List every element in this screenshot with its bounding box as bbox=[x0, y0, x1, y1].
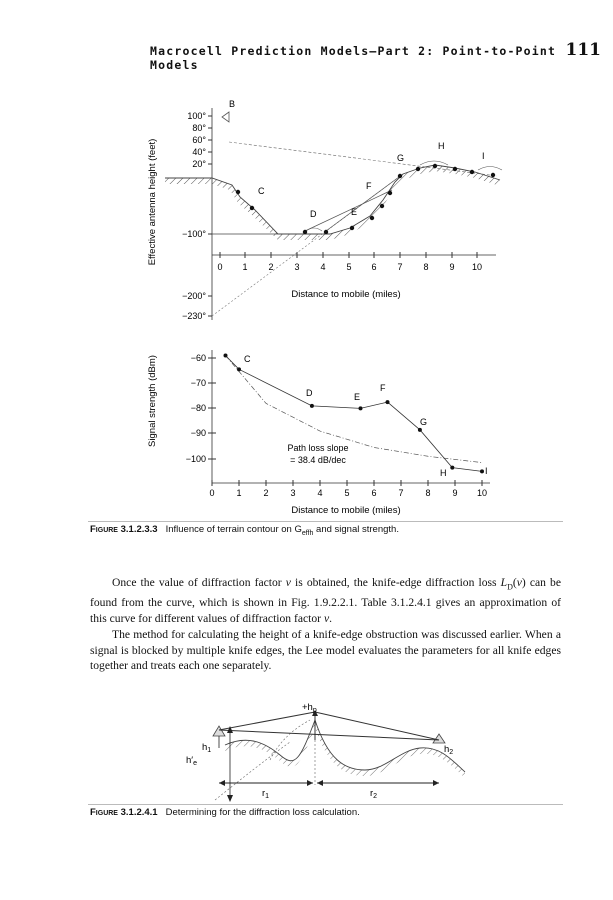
figure2-caption bbox=[90, 807, 360, 818]
path-loss-annotation-line1: Path loss slope bbox=[287, 443, 349, 453]
signal-ytick-neg100: −100 bbox=[185, 454, 206, 464]
signal-x-axis-label: Distance to mobile (miles) bbox=[291, 505, 401, 516]
signal-xtick-1: 1 bbox=[236, 488, 242, 498]
terrain-xtick-7: 7 bbox=[397, 262, 403, 272]
signal-xtick-2: 2 bbox=[263, 488, 269, 498]
terrain-label-D: D bbox=[310, 209, 317, 219]
signal-ytick-neg60: −60 bbox=[190, 353, 206, 363]
terrain-point-C1 bbox=[236, 190, 240, 194]
signal-point-C bbox=[237, 367, 241, 371]
base-station-triangle-icon bbox=[222, 112, 229, 122]
terrain-ytick-100: 100° bbox=[187, 111, 206, 121]
figure-diffraction-geometry bbox=[0, 690, 613, 810]
path-loss-annotation-line2: = 38.4 dB/dec bbox=[290, 455, 346, 465]
terrain-xtick-6: 6 bbox=[371, 262, 377, 272]
p1-var-Lsub: D bbox=[507, 582, 513, 592]
terrain-point-E1 bbox=[350, 226, 354, 230]
terrain-label-G: G bbox=[397, 153, 405, 163]
terrain-label-B: B bbox=[229, 99, 236, 109]
figure2-caption-label: Figure 3.1.2.4.1 bbox=[90, 807, 158, 818]
signal-xtick-8: 8 bbox=[425, 488, 431, 498]
signal-point-F bbox=[386, 400, 390, 404]
paragraph-2: The method for calculating the height of a knife-edge obstruction was discussed earlier. When a signal is blocked by multiple knife edges, the Lee model evaluates the parameters for all knife edges together and treats each one separately. bbox=[90, 627, 561, 673]
signal-point-I bbox=[480, 469, 484, 473]
signal-label-F: F bbox=[380, 383, 386, 393]
r2-arrow-head-left-icon bbox=[317, 780, 323, 786]
antenna-bump-D bbox=[306, 228, 322, 231]
diffraction-dashed-ground bbox=[215, 742, 290, 800]
terrain-x-axis-label: Distance to mobile (miles) bbox=[291, 289, 401, 300]
terrain-ytick-neg230: −230° bbox=[182, 311, 206, 321]
terrain-point-E3 bbox=[380, 204, 384, 208]
signal-point-start bbox=[224, 353, 228, 357]
receiver-triangle-icon bbox=[433, 734, 445, 743]
p1-seg-d: ) can be found from the curve, which is shown in Fig. 1.9.2.2.1. Table 3.1.2.4.1 gives an approximation of this curve for different values of diffraction factor bbox=[90, 576, 561, 625]
terrain-xtick-4: 4 bbox=[320, 262, 326, 272]
label-h2: $h_2$ bbox=[444, 744, 454, 756]
signal-ytick-neg80: −80 bbox=[190, 403, 206, 413]
r1-arrow-head-left-icon bbox=[219, 780, 225, 786]
signal-label-I: I bbox=[485, 466, 488, 476]
path-loss-slope-curve bbox=[226, 355, 483, 462]
signal-xtick-6: 6 bbox=[371, 488, 377, 498]
running-header: Macrocell Prediction Models—Part 2: Point-to-Point Models bbox=[150, 44, 557, 72]
p1-var-v2: v bbox=[516, 576, 522, 589]
signal-xtick-5: 5 bbox=[344, 488, 350, 498]
terrain-point-D1 bbox=[303, 230, 307, 234]
terrain-point-G1 bbox=[416, 167, 420, 171]
terrain-xtick-10: 10 bbox=[471, 262, 483, 272]
label-hp: $+h_p$ bbox=[302, 702, 317, 714]
terrain-ground-line bbox=[165, 165, 500, 234]
signal-ytick-neg70: −70 bbox=[190, 378, 206, 388]
label-h1: $h_1$ bbox=[202, 742, 212, 754]
terrain-point-E2 bbox=[370, 216, 374, 220]
signal-point-D bbox=[310, 404, 314, 408]
ray-tx-to-peak bbox=[219, 712, 315, 730]
terrain-point-F1 bbox=[388, 191, 392, 195]
terrain-ytick-20: 20° bbox=[192, 159, 206, 169]
figure1-caption bbox=[90, 524, 399, 537]
signal-label-G: G bbox=[420, 417, 428, 427]
signal-label-E: E bbox=[354, 392, 361, 402]
terrain-xtick-9: 9 bbox=[449, 262, 455, 272]
p1-seg-b: is obtained, the knife-edge diffraction loss bbox=[290, 576, 501, 589]
terrain-xtick-8: 8 bbox=[423, 262, 429, 272]
terrain-xtick-0: 0 bbox=[217, 262, 223, 272]
he-arrow-head-bottom-icon bbox=[227, 795, 233, 802]
r1-arrow-head-right-icon bbox=[307, 780, 313, 786]
label-r1: $r_1$ bbox=[262, 788, 270, 800]
measured-signal-line bbox=[226, 355, 483, 471]
signal-series-group bbox=[224, 353, 485, 473]
terrain-xtick-2: 2 bbox=[268, 262, 274, 272]
figure2-caption-text: Determining for the diffraction loss calculation. bbox=[165, 807, 360, 818]
signal-label-C: C bbox=[244, 354, 251, 364]
terrain-label-E: E bbox=[351, 207, 358, 217]
figure1-caption-text-a: Influence of terrain contour on G bbox=[165, 524, 302, 535]
terrain-label-C: C bbox=[258, 186, 265, 196]
figure2-rule bbox=[88, 804, 563, 805]
p1-var-L: L bbox=[500, 576, 508, 589]
signal-point-H bbox=[450, 466, 454, 470]
terrain-xtick-1: 1 bbox=[242, 262, 248, 272]
terrain-ground-fill bbox=[165, 165, 500, 240]
body-text bbox=[90, 575, 561, 674]
terrain-point-D2 bbox=[324, 230, 328, 234]
terrain-y-axis-label: Effective antenna height (feet) bbox=[147, 138, 158, 266]
signal-y-axis-label: Signal strength (dBm) bbox=[147, 355, 158, 447]
signal-point-E bbox=[359, 406, 363, 410]
terrain-point-C2 bbox=[250, 206, 254, 210]
terrain-point-F2 bbox=[398, 174, 402, 178]
signal-xtick-10: 10 bbox=[476, 488, 488, 498]
terrain-ytick-80: 80° bbox=[192, 123, 206, 133]
signal-label-H: H bbox=[440, 468, 447, 478]
diffraction-terrain-fill bbox=[225, 720, 465, 778]
figure1-caption-sub: effh bbox=[301, 529, 314, 537]
signal-ytick-neg90: −90 bbox=[190, 428, 206, 438]
paragraph-1 bbox=[90, 575, 561, 627]
terrain-y-ticks bbox=[208, 116, 212, 316]
ray-direct bbox=[219, 730, 439, 740]
signal-xtick-7: 7 bbox=[398, 488, 404, 498]
terrain-xtick-5: 5 bbox=[346, 262, 352, 272]
terrain-ytick-neg200: −200° bbox=[182, 291, 206, 301]
terrain-point-I bbox=[491, 173, 495, 177]
transmitter-triangle-icon bbox=[213, 726, 225, 736]
terrain-panel bbox=[147, 99, 502, 321]
figure1-rule bbox=[88, 521, 563, 522]
r2-arrow-head-right-icon bbox=[433, 780, 439, 786]
antenna-bump-I bbox=[478, 167, 502, 171]
terrain-label-I: I bbox=[482, 151, 485, 161]
terrain-point-G2 bbox=[433, 164, 437, 168]
terrain-ytick-neg100: −100° bbox=[182, 229, 206, 239]
terrain-label-H: H bbox=[438, 141, 445, 151]
terrain-ytick-40: 40° bbox=[192, 147, 206, 157]
p1-seg-a: Once the value of diffraction factor bbox=[112, 576, 286, 589]
signal-xtick-9: 9 bbox=[452, 488, 458, 498]
terrain-xtick-3: 3 bbox=[294, 262, 300, 272]
signal-point-G bbox=[418, 428, 422, 432]
figure1-caption-label: Figure 3.1.2.3.3 bbox=[90, 524, 158, 535]
signal-xtick-4: 4 bbox=[317, 488, 323, 498]
label-r2: $r_2$ bbox=[370, 788, 378, 800]
p1-seg-c: ( bbox=[512, 576, 517, 589]
p1-var-v3: v bbox=[323, 611, 330, 625]
ray-peak-to-rx bbox=[315, 712, 439, 740]
figure1-caption-text-b: and signal strength. bbox=[313, 524, 399, 535]
terrain-ytick-60: 60° bbox=[192, 135, 206, 145]
signal-label-D: D bbox=[306, 388, 313, 398]
terrain-label-F: F bbox=[366, 181, 372, 191]
terrain-point-H2 bbox=[470, 170, 474, 174]
p1-seg-e: . bbox=[329, 611, 332, 625]
signal-xtick-3: 3 bbox=[290, 488, 296, 498]
signal-panel bbox=[147, 350, 490, 516]
page-number: 111 bbox=[565, 40, 601, 60]
terrain-point-H1 bbox=[453, 167, 457, 171]
label-he: $h'_e$ bbox=[186, 755, 197, 767]
p1-var-v1: v bbox=[285, 576, 291, 589]
signal-xtick-0: 0 bbox=[209, 488, 215, 498]
